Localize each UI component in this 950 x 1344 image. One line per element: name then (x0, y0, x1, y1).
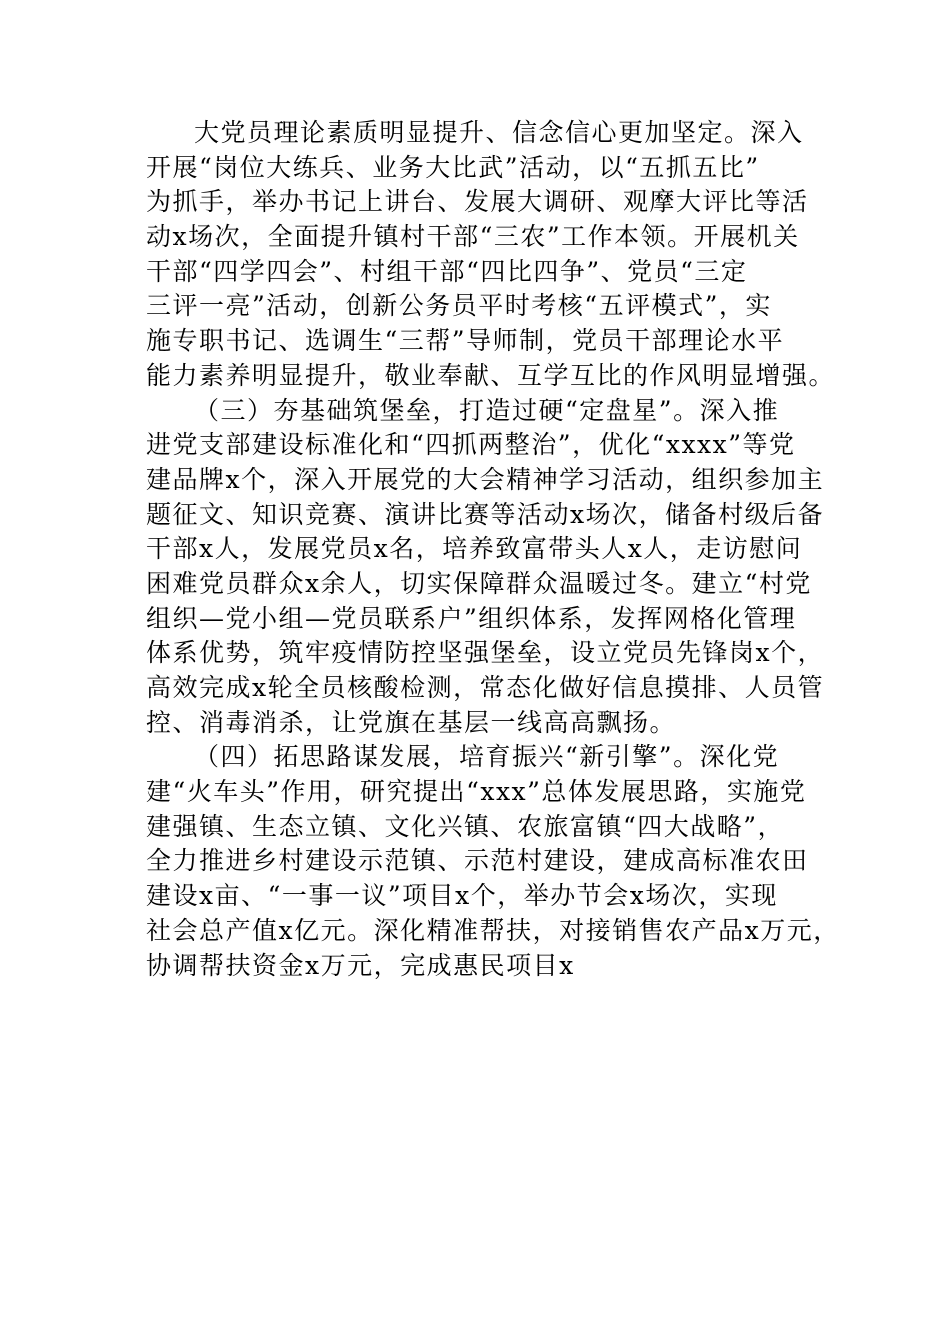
text-line: 控、消毒消杀，让党旗在基层一线高高飘扬。 (146, 707, 677, 737)
text-line: 为抓手，举办书记上讲台、发展大调研、观摩大评比等活 (146, 187, 809, 217)
text-line: 干部“四学四会”、村组干部“四比四争”、党员“三定 (146, 256, 748, 286)
text-line: 动x场次，全面提升镇村干部“三农”工作本领。开展机关 (146, 222, 800, 252)
text-line: 进党支部建设标准化和“四抓两整治”，优化“xxxx”等党 (146, 430, 796, 460)
document-body (146, 116, 840, 983)
text-line: 建品牌x个，深入开展党的大会精神学习活动，组织参加主 (146, 464, 825, 494)
text-line: 高效完成x轮全员核酸检测，常态化做好信息摸排、人员管 (146, 673, 825, 702)
section-heading-line: （四）拓思路谋发展，培育振兴“新引擎”。深化党 (194, 742, 780, 772)
text-line: 干部x人，发展党员x名，培养致富带头人x人，走访慰问 (146, 534, 803, 564)
text-line: 困难党员群众x余人，切实保障群众温暖过冬。建立“村党 (146, 568, 812, 598)
text-line: 开展“岗位大练兵、业务大比武”活动，以“五抓五比” (146, 152, 760, 182)
text-line: 题征文、知识竞赛、演讲比赛等活动x场次，储备村级后备 (146, 499, 825, 529)
text-line: 施专职书记、选调生“三帮”导师制，党员干部理论水平 (146, 326, 785, 356)
text-line: 社会总产值x亿元。深化精准帮扶，对接销售农产品x万元， (146, 915, 840, 945)
text-line: 建强镇、生态立镇、文化兴镇、农旅富镇“四大战略”， (146, 811, 785, 841)
text-line: 全力推进乡村建设示范镇、示范村建设，建成高标准农田 (146, 846, 809, 876)
text-line: 体系优势，筑牢疫情防控坚强堡垒，设立党员先锋岗x个， (146, 638, 825, 668)
text-line: 建设x亩、“一事一议”项目x个，举办节会x场次，实现 (146, 881, 778, 911)
text-line: 建“火车头”作用，研究提出“xxx”总体发展思路，实施党 (146, 777, 807, 807)
text-line: 协调帮扶资金x万元，完成惠民项目x (146, 950, 575, 980)
text-line: 大党员理论素质明显提升、信念信心更加坚定。深入 (194, 118, 804, 147)
section-heading-line: （三）夯基础筑堡垒，打造过硬“定盘星”。深入推 (194, 395, 780, 425)
text-line: 三评一亮”活动，创新公务员平时考核“五评模式”，实 (146, 291, 772, 321)
text-line: 组织—党小组—党员联系户”组织体系，发挥网格化管理 (146, 603, 797, 633)
text-line: 能力素养明显提升，敬业奉献、互学互比的作风明显增强。 (146, 360, 836, 390)
